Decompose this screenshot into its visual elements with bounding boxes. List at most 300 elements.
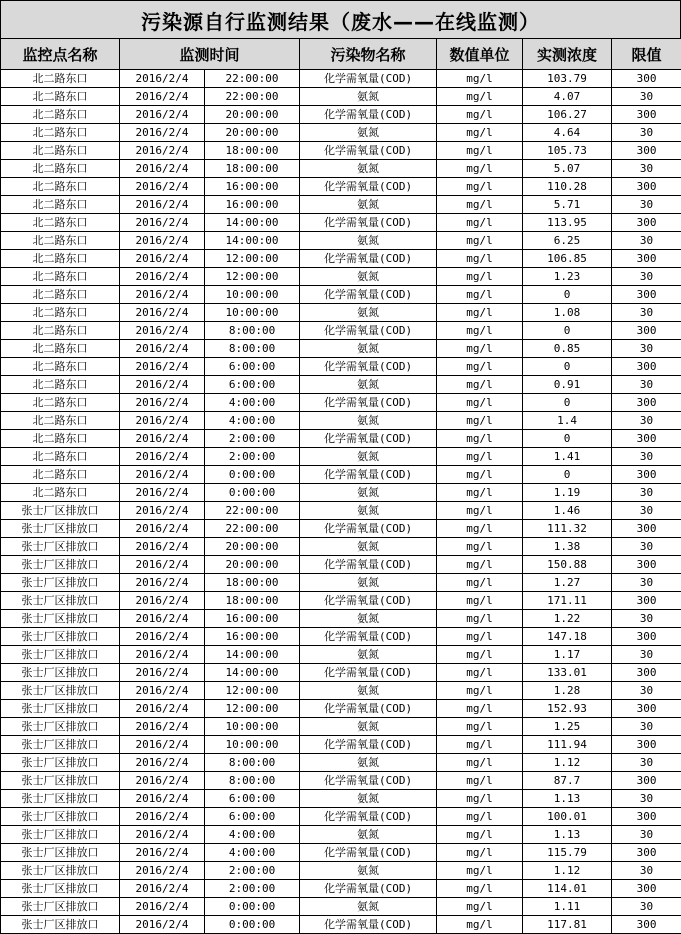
site-cell: 张士厂区排放口 [1, 862, 120, 880]
table-row [1, 124, 681, 142]
table-row [1, 304, 681, 322]
time-cell: 4:00:00 [205, 844, 300, 862]
limit-cell: 30 [612, 610, 681, 628]
unit-cell: mg/l [437, 898, 523, 916]
header-pollutant: 污染物名称 [300, 39, 437, 70]
unit-cell: mg/l [437, 736, 523, 754]
date-cell: 2016/2/4 [120, 502, 205, 520]
site-cell: 北二路东口 [1, 484, 120, 502]
unit-cell: mg/l [437, 808, 523, 826]
header-site: 监控点名称 [1, 39, 120, 70]
table-row [1, 574, 681, 592]
limit-cell: 30 [612, 862, 681, 880]
time-cell: 0:00:00 [205, 916, 300, 934]
unit-cell: mg/l [437, 268, 523, 286]
date-cell: 2016/2/4 [120, 484, 205, 502]
pollutant-cell: 化学需氧量(COD) [300, 844, 437, 862]
limit-cell: 300 [612, 214, 681, 232]
table-row [1, 340, 681, 358]
pollutant-cell: 化学需氧量(COD) [300, 322, 437, 340]
pollutant-cell: 化学需氧量(COD) [300, 286, 437, 304]
date-cell: 2016/2/4 [120, 880, 205, 898]
unit-cell: mg/l [437, 772, 523, 790]
pollutant-cell: 氨氮 [300, 646, 437, 664]
unit-cell: mg/l [437, 142, 523, 160]
limit-cell: 30 [612, 124, 681, 142]
value-cell: 0 [523, 322, 612, 340]
pollutant-cell: 化学需氧量(COD) [300, 70, 437, 88]
limit-cell: 300 [612, 430, 681, 448]
date-cell: 2016/2/4 [120, 340, 205, 358]
value-cell: 4.07 [523, 88, 612, 106]
table-row [1, 466, 681, 484]
value-cell: 1.38 [523, 538, 612, 556]
pollutant-cell: 化学需氧量(COD) [300, 880, 437, 898]
value-cell: 0 [523, 466, 612, 484]
limit-cell: 30 [612, 682, 681, 700]
pollutant-cell: 化学需氧量(COD) [300, 214, 437, 232]
date-cell: 2016/2/4 [120, 862, 205, 880]
pollutant-cell: 氨氮 [300, 196, 437, 214]
site-cell: 张士厂区排放口 [1, 718, 120, 736]
table-row [1, 232, 681, 250]
unit-cell: mg/l [437, 124, 523, 142]
value-cell: 0 [523, 430, 612, 448]
unit-cell: mg/l [437, 322, 523, 340]
table-row [1, 664, 681, 682]
date-cell: 2016/2/4 [120, 628, 205, 646]
table-row [1, 448, 681, 466]
date-cell: 2016/2/4 [120, 592, 205, 610]
limit-cell: 300 [612, 880, 681, 898]
date-cell: 2016/2/4 [120, 160, 205, 178]
table-row [1, 286, 681, 304]
date-cell: 2016/2/4 [120, 646, 205, 664]
limit-cell: 300 [612, 736, 681, 754]
limit-cell: 30 [612, 376, 681, 394]
table-row [1, 394, 681, 412]
value-cell: 1.22 [523, 610, 612, 628]
limit-cell: 300 [612, 286, 681, 304]
unit-cell: mg/l [437, 574, 523, 592]
time-cell: 2:00:00 [205, 862, 300, 880]
unit-cell: mg/l [437, 646, 523, 664]
date-cell: 2016/2/4 [120, 520, 205, 538]
table-row [1, 592, 681, 610]
table-row [1, 250, 681, 268]
site-cell: 北二路东口 [1, 448, 120, 466]
time-cell: 8:00:00 [205, 754, 300, 772]
table-row [1, 358, 681, 376]
time-cell: 22:00:00 [205, 520, 300, 538]
time-cell: 6:00:00 [205, 358, 300, 376]
time-cell: 22:00:00 [205, 502, 300, 520]
site-cell: 北二路东口 [1, 124, 120, 142]
unit-cell: mg/l [437, 178, 523, 196]
site-cell: 张士厂区排放口 [1, 844, 120, 862]
value-cell: 110.28 [523, 178, 612, 196]
unit-cell: mg/l [437, 250, 523, 268]
value-cell: 106.85 [523, 250, 612, 268]
date-cell: 2016/2/4 [120, 754, 205, 772]
limit-cell: 300 [612, 664, 681, 682]
table-row [1, 628, 681, 646]
pollutant-cell: 氨氮 [300, 502, 437, 520]
value-cell: 5.71 [523, 196, 612, 214]
value-cell: 171.11 [523, 592, 612, 610]
value-cell: 113.95 [523, 214, 612, 232]
date-cell: 2016/2/4 [120, 574, 205, 592]
pollutant-cell: 氨氮 [300, 538, 437, 556]
value-cell: 150.88 [523, 556, 612, 574]
site-cell: 张士厂区排放口 [1, 682, 120, 700]
time-cell: 8:00:00 [205, 340, 300, 358]
site-cell: 张士厂区排放口 [1, 502, 120, 520]
site-cell: 张士厂区排放口 [1, 754, 120, 772]
unit-cell: mg/l [437, 88, 523, 106]
date-cell: 2016/2/4 [120, 916, 205, 934]
table-row [1, 682, 681, 700]
pollutant-cell: 氨氮 [300, 340, 437, 358]
time-cell: 20:00:00 [205, 538, 300, 556]
site-cell: 北二路东口 [1, 250, 120, 268]
limit-cell: 300 [612, 520, 681, 538]
limit-cell: 30 [612, 754, 681, 772]
time-cell: 18:00:00 [205, 142, 300, 160]
pollutant-cell: 氨氮 [300, 232, 437, 250]
value-cell: 133.01 [523, 664, 612, 682]
unit-cell: mg/l [437, 610, 523, 628]
time-cell: 20:00:00 [205, 556, 300, 574]
date-cell: 2016/2/4 [120, 790, 205, 808]
pollutant-cell: 氨氮 [300, 898, 437, 916]
date-cell: 2016/2/4 [120, 556, 205, 574]
time-cell: 14:00:00 [205, 664, 300, 682]
unit-cell: mg/l [437, 682, 523, 700]
date-cell: 2016/2/4 [120, 142, 205, 160]
unit-cell: mg/l [437, 304, 523, 322]
date-cell: 2016/2/4 [120, 430, 205, 448]
date-cell: 2016/2/4 [120, 844, 205, 862]
site-cell: 张士厂区排放口 [1, 520, 120, 538]
value-cell: 1.25 [523, 718, 612, 736]
date-cell: 2016/2/4 [120, 466, 205, 484]
time-cell: 20:00:00 [205, 106, 300, 124]
table-row [1, 142, 681, 160]
value-cell: 111.32 [523, 520, 612, 538]
value-cell: 1.46 [523, 502, 612, 520]
limit-cell: 300 [612, 322, 681, 340]
limit-cell: 30 [612, 448, 681, 466]
table-row [1, 880, 681, 898]
pollutant-cell: 化学需氧量(COD) [300, 772, 437, 790]
unit-cell: mg/l [437, 916, 523, 934]
site-cell: 张士厂区排放口 [1, 538, 120, 556]
date-cell: 2016/2/4 [120, 736, 205, 754]
date-cell: 2016/2/4 [120, 538, 205, 556]
site-cell: 北二路东口 [1, 232, 120, 250]
time-cell: 0:00:00 [205, 898, 300, 916]
pollutant-cell: 化学需氧量(COD) [300, 466, 437, 484]
table-row [1, 214, 681, 232]
pollutant-cell: 氨氮 [300, 448, 437, 466]
limit-cell: 30 [612, 484, 681, 502]
table-row [1, 322, 681, 340]
unit-cell: mg/l [437, 556, 523, 574]
pollutant-cell: 氨氮 [300, 88, 437, 106]
pollutant-cell: 氨氮 [300, 754, 437, 772]
time-cell: 12:00:00 [205, 682, 300, 700]
value-cell: 114.01 [523, 880, 612, 898]
date-cell: 2016/2/4 [120, 88, 205, 106]
limit-cell: 300 [612, 628, 681, 646]
pollutant-cell: 化学需氧量(COD) [300, 628, 437, 646]
table-row [1, 268, 681, 286]
table-row [1, 790, 681, 808]
site-cell: 北二路东口 [1, 196, 120, 214]
unit-cell: mg/l [437, 232, 523, 250]
pollutant-cell: 化学需氧量(COD) [300, 736, 437, 754]
date-cell: 2016/2/4 [120, 322, 205, 340]
site-cell: 北二路东口 [1, 178, 120, 196]
unit-cell: mg/l [437, 484, 523, 502]
unit-cell: mg/l [437, 664, 523, 682]
site-cell: 北二路东口 [1, 142, 120, 160]
site-cell: 张士厂区排放口 [1, 736, 120, 754]
site-cell: 张士厂区排放口 [1, 898, 120, 916]
time-cell: 2:00:00 [205, 430, 300, 448]
site-cell: 北二路东口 [1, 466, 120, 484]
value-cell: 152.93 [523, 700, 612, 718]
unit-cell: mg/l [437, 70, 523, 88]
value-cell: 1.11 [523, 898, 612, 916]
pollutant-cell: 氨氮 [300, 574, 437, 592]
pollutant-cell: 化学需氧量(COD) [300, 178, 437, 196]
unit-cell: mg/l [437, 448, 523, 466]
pollutant-cell: 氨氮 [300, 826, 437, 844]
time-cell: 10:00:00 [205, 736, 300, 754]
table-row [1, 736, 681, 754]
time-cell: 2:00:00 [205, 880, 300, 898]
site-cell: 张士厂区排放口 [1, 790, 120, 808]
date-cell: 2016/2/4 [120, 232, 205, 250]
unit-cell: mg/l [437, 106, 523, 124]
table-row [1, 826, 681, 844]
site-cell: 北二路东口 [1, 340, 120, 358]
value-cell: 1.27 [523, 574, 612, 592]
limit-cell: 300 [612, 808, 681, 826]
table-row [1, 376, 681, 394]
site-cell: 北二路东口 [1, 160, 120, 178]
time-cell: 6:00:00 [205, 376, 300, 394]
time-cell: 8:00:00 [205, 772, 300, 790]
unit-cell: mg/l [437, 592, 523, 610]
limit-cell: 30 [612, 538, 681, 556]
value-cell: 6.25 [523, 232, 612, 250]
limit-cell: 300 [612, 844, 681, 862]
site-cell: 张士厂区排放口 [1, 592, 120, 610]
limit-cell: 30 [612, 412, 681, 430]
time-cell: 22:00:00 [205, 70, 300, 88]
site-cell: 张士厂区排放口 [1, 556, 120, 574]
table-row [1, 430, 681, 448]
pollutant-cell: 氨氮 [300, 412, 437, 430]
limit-cell: 300 [612, 772, 681, 790]
time-cell: 4:00:00 [205, 412, 300, 430]
unit-cell: mg/l [437, 196, 523, 214]
unit-cell: mg/l [437, 160, 523, 178]
date-cell: 2016/2/4 [120, 700, 205, 718]
table-row [1, 610, 681, 628]
pollutant-cell: 氨氮 [300, 790, 437, 808]
date-cell: 2016/2/4 [120, 718, 205, 736]
unit-cell: mg/l [437, 880, 523, 898]
value-cell: 100.01 [523, 808, 612, 826]
site-cell: 张士厂区排放口 [1, 574, 120, 592]
pollutant-cell: 化学需氧量(COD) [300, 664, 437, 682]
table-row [1, 178, 681, 196]
site-cell: 张士厂区排放口 [1, 700, 120, 718]
value-cell: 111.94 [523, 736, 612, 754]
table-row [1, 862, 681, 880]
time-cell: 6:00:00 [205, 790, 300, 808]
pollutant-cell: 氨氮 [300, 304, 437, 322]
site-cell: 张士厂区排放口 [1, 880, 120, 898]
time-cell: 10:00:00 [205, 304, 300, 322]
pollutant-cell: 氨氮 [300, 160, 437, 178]
value-cell: 1.12 [523, 754, 612, 772]
limit-cell: 300 [612, 358, 681, 376]
date-cell: 2016/2/4 [120, 682, 205, 700]
unit-cell: mg/l [437, 862, 523, 880]
limit-cell: 30 [612, 232, 681, 250]
table-row [1, 502, 681, 520]
site-cell: 张士厂区排放口 [1, 808, 120, 826]
time-cell: 10:00:00 [205, 286, 300, 304]
site-cell: 张士厂区排放口 [1, 646, 120, 664]
limit-cell: 300 [612, 916, 681, 934]
date-cell: 2016/2/4 [120, 808, 205, 826]
time-cell: 12:00:00 [205, 700, 300, 718]
value-cell: 1.17 [523, 646, 612, 664]
time-cell: 6:00:00 [205, 808, 300, 826]
date-cell: 2016/2/4 [120, 394, 205, 412]
date-cell: 2016/2/4 [120, 826, 205, 844]
header-row [1, 39, 681, 70]
value-cell: 106.27 [523, 106, 612, 124]
time-cell: 2:00:00 [205, 448, 300, 466]
site-cell: 北二路东口 [1, 430, 120, 448]
site-cell: 北二路东口 [1, 88, 120, 106]
pollutant-cell: 化学需氧量(COD) [300, 520, 437, 538]
limit-cell: 30 [612, 646, 681, 664]
site-cell: 北二路东口 [1, 286, 120, 304]
site-cell: 北二路东口 [1, 304, 120, 322]
site-cell: 张士厂区排放口 [1, 628, 120, 646]
limit-cell: 300 [612, 106, 681, 124]
site-cell: 北二路东口 [1, 394, 120, 412]
time-cell: 18:00:00 [205, 160, 300, 178]
limit-cell: 300 [612, 466, 681, 484]
pollutant-cell: 氨氮 [300, 862, 437, 880]
time-cell: 12:00:00 [205, 250, 300, 268]
page-title: 污染源自行监测结果（废水——在线监测） [0, 0, 681, 40]
table-row [1, 196, 681, 214]
table-row [1, 160, 681, 178]
unit-cell: mg/l [437, 340, 523, 358]
site-cell: 北二路东口 [1, 214, 120, 232]
pollutant-cell: 化学需氧量(COD) [300, 394, 437, 412]
date-cell: 2016/2/4 [120, 268, 205, 286]
time-cell: 0:00:00 [205, 484, 300, 502]
table-row [1, 520, 681, 538]
unit-cell: mg/l [437, 700, 523, 718]
time-cell: 14:00:00 [205, 232, 300, 250]
site-cell: 北二路东口 [1, 70, 120, 88]
date-cell: 2016/2/4 [120, 610, 205, 628]
site-cell: 张士厂区排放口 [1, 916, 120, 934]
limit-cell: 300 [612, 556, 681, 574]
value-cell: 117.81 [523, 916, 612, 934]
table-row [1, 646, 681, 664]
site-cell: 北二路东口 [1, 376, 120, 394]
limit-cell: 30 [612, 340, 681, 358]
time-cell: 16:00:00 [205, 628, 300, 646]
limit-cell: 30 [612, 826, 681, 844]
unit-cell: mg/l [437, 430, 523, 448]
value-cell: 1.23 [523, 268, 612, 286]
date-cell: 2016/2/4 [120, 286, 205, 304]
unit-cell: mg/l [437, 412, 523, 430]
unit-cell: mg/l [437, 358, 523, 376]
time-cell: 16:00:00 [205, 610, 300, 628]
value-cell: 147.18 [523, 628, 612, 646]
pollutant-cell: 化学需氧量(COD) [300, 700, 437, 718]
site-cell: 张士厂区排放口 [1, 664, 120, 682]
header-limit: 限值 [612, 39, 681, 70]
pollutant-cell: 化学需氧量(COD) [300, 142, 437, 160]
table-row [1, 88, 681, 106]
limit-cell: 300 [612, 178, 681, 196]
limit-cell: 30 [612, 160, 681, 178]
limit-cell: 300 [612, 142, 681, 160]
value-cell: 5.07 [523, 160, 612, 178]
time-cell: 4:00:00 [205, 826, 300, 844]
date-cell: 2016/2/4 [120, 772, 205, 790]
time-cell: 8:00:00 [205, 322, 300, 340]
date-cell: 2016/2/4 [120, 664, 205, 682]
unit-cell: mg/l [437, 376, 523, 394]
time-cell: 0:00:00 [205, 466, 300, 484]
pollutant-cell: 氨氮 [300, 682, 437, 700]
limit-cell: 30 [612, 304, 681, 322]
pollutant-cell: 氨氮 [300, 610, 437, 628]
limit-cell: 300 [612, 250, 681, 268]
site-cell: 北二路东口 [1, 358, 120, 376]
date-cell: 2016/2/4 [120, 178, 205, 196]
value-cell: 115.79 [523, 844, 612, 862]
value-cell: 1.41 [523, 448, 612, 466]
value-cell: 0 [523, 286, 612, 304]
limit-cell: 300 [612, 394, 681, 412]
value-cell: 1.13 [523, 790, 612, 808]
pollutant-cell: 化学需氧量(COD) [300, 358, 437, 376]
site-cell: 张士厂区排放口 [1, 772, 120, 790]
date-cell: 2016/2/4 [120, 304, 205, 322]
table-row [1, 700, 681, 718]
table-row [1, 844, 681, 862]
limit-cell: 30 [612, 268, 681, 286]
